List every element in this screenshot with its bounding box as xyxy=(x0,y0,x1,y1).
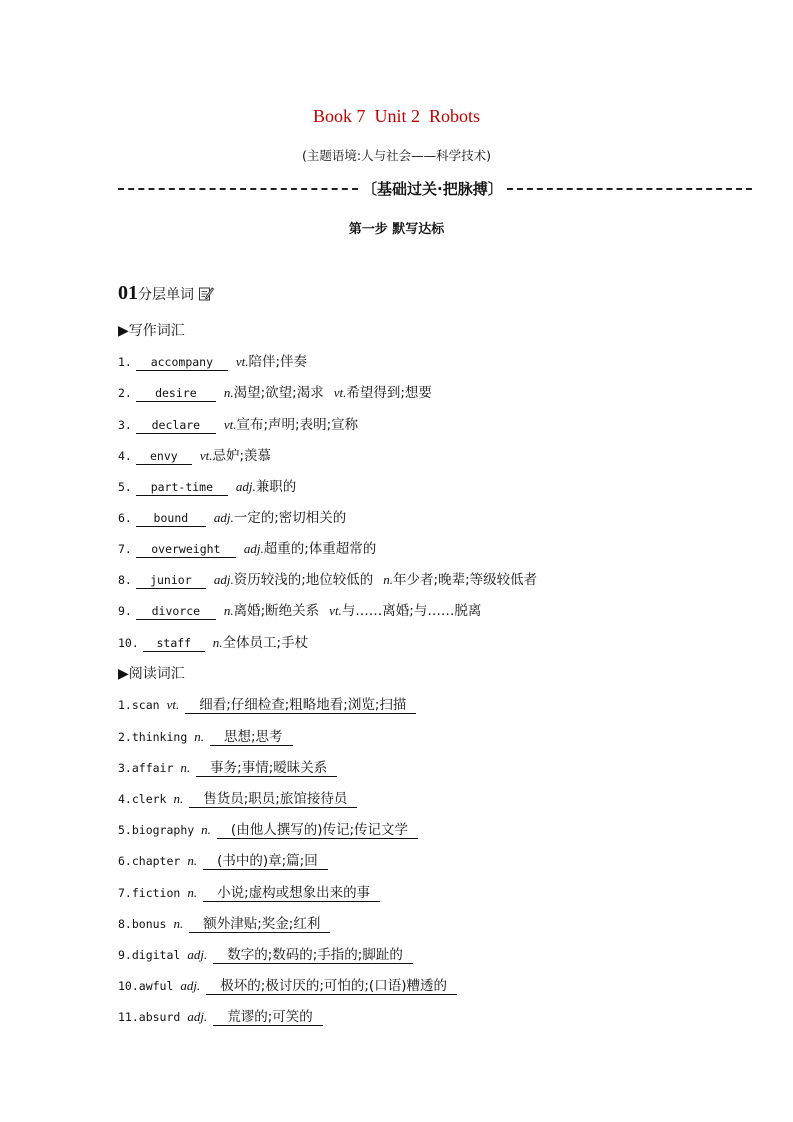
document-title: Book 7 Unit 2 Robots xyxy=(312,106,481,126)
part-of-speech: vt. xyxy=(235,354,249,369)
vocab-word: thinking xyxy=(131,730,188,744)
part-of-speech: vt. xyxy=(329,603,342,618)
vocab-row xyxy=(118,1006,323,1028)
part-of-speech: n. xyxy=(187,885,198,900)
item-number: 5. xyxy=(118,823,132,837)
section-number: 01 xyxy=(118,282,138,304)
vocab-row xyxy=(118,757,337,779)
step-heading: 第一步 默写达标 xyxy=(348,222,445,237)
part-of-speech: n. xyxy=(173,916,184,931)
part-of-speech: n. xyxy=(223,603,234,618)
part-of-speech: vt. xyxy=(166,697,180,712)
answer-blank xyxy=(189,916,330,933)
vocab-row xyxy=(118,694,416,716)
vocab-row xyxy=(118,569,537,591)
answer-blank xyxy=(136,354,228,371)
meaning-text: 资历较浅的;地位较低的 xyxy=(233,572,374,588)
section-label: 分层单词 xyxy=(138,287,194,303)
part-of-speech: adj. xyxy=(213,572,234,587)
answer-meaning: 数字的;数码的;手指的;脚趾的 xyxy=(227,947,403,963)
part-of-speech: n. xyxy=(383,572,394,587)
answer-word: accompany xyxy=(150,355,214,369)
meaning-text: 陪伴;伴奏 xyxy=(248,354,308,370)
vocab-row xyxy=(118,414,358,436)
item-number: 4. xyxy=(118,449,132,463)
answer-word: overweight xyxy=(151,542,221,556)
item-number: 5. xyxy=(118,480,132,494)
answer-blank xyxy=(210,729,293,746)
part-of-speech: n. xyxy=(201,822,211,837)
answer-blank xyxy=(203,853,328,870)
part-of-speech: n. xyxy=(180,760,191,775)
answer-meaning: 事务;事情;暧昧关系 xyxy=(210,760,328,776)
item-number: 3. xyxy=(118,418,132,432)
part-of-speech: n. xyxy=(212,635,223,650)
item-number: 9. xyxy=(118,604,132,618)
meaning-text: 兼职的 xyxy=(255,479,297,495)
answer-blank xyxy=(136,510,206,527)
item-number: 4. xyxy=(118,792,132,806)
writing-vocab-heading: ▶写作词汇 xyxy=(118,323,185,339)
answer-blank xyxy=(136,417,216,434)
meaning-text: 全体员工;手杖 xyxy=(222,635,309,651)
answer-meaning: 小说;虚构或想象出来的事 xyxy=(217,885,371,901)
meaning-text: 宣布;声明;表明;宣称 xyxy=(236,417,359,433)
meaning-text: 年少者;晚辈;等级较低者 xyxy=(393,572,538,588)
item-number: 7. xyxy=(118,542,132,556)
part-of-speech: adj. xyxy=(213,510,234,525)
part-of-speech: adj. xyxy=(187,1009,208,1024)
answer-word: declare xyxy=(151,418,201,432)
answer-word: bound xyxy=(153,511,189,525)
answer-blank xyxy=(213,947,413,964)
part-of-speech: adj. xyxy=(180,978,201,993)
item-number: 2. xyxy=(118,730,132,744)
part-of-speech: vt. xyxy=(199,448,213,463)
answer-meaning: 荒谬的;可笑的 xyxy=(227,1009,313,1025)
banner-label: 〔基础过关·把脉搏〕 xyxy=(362,180,503,198)
meaning-text: 与……离婚;与……脱离 xyxy=(341,603,482,619)
vocab-row xyxy=(118,538,376,560)
answer-blank xyxy=(136,448,192,465)
item-number: 6. xyxy=(118,854,132,868)
answer-blank xyxy=(136,479,228,496)
answer-blank xyxy=(217,822,418,839)
vocab-row xyxy=(118,382,432,404)
item-number: 7. xyxy=(118,886,132,900)
item-number: 1. xyxy=(118,355,132,369)
vocab-row xyxy=(118,850,328,872)
answer-blank xyxy=(203,885,380,902)
answer-word: desire xyxy=(155,386,197,400)
vocab-row xyxy=(118,913,330,935)
answer-blank xyxy=(136,603,216,620)
item-number: 2. xyxy=(118,386,132,400)
item-number: 1. xyxy=(118,698,132,712)
theme-subtitle: (主题语境:人与社会——科学技术) xyxy=(302,148,491,163)
meaning-text: 离婚;断绝关系 xyxy=(233,603,320,619)
answer-blank xyxy=(136,385,216,402)
banner-dash-right xyxy=(507,188,752,190)
vocab-word: awful xyxy=(138,979,174,993)
item-number: 8. xyxy=(118,917,132,931)
vocab-row xyxy=(118,351,307,373)
answer-word: envy xyxy=(150,449,178,463)
answer-word: part-time xyxy=(150,480,214,494)
answer-word: divorce xyxy=(151,604,201,618)
vocab-row xyxy=(118,445,271,467)
vocab-word: digital xyxy=(131,948,181,962)
section-heading xyxy=(118,282,214,308)
meaning-text: 超重的;体重超常的 xyxy=(263,541,377,557)
answer-meaning: 极坏的;极讨厌的;可怕的;(口语)糟透的 xyxy=(220,978,447,994)
item-number: 3. xyxy=(118,761,132,775)
vocab-row xyxy=(118,944,413,966)
item-number: 11. xyxy=(118,1010,139,1024)
answer-blank xyxy=(185,697,416,714)
reading-vocab-heading: ▶阅读词汇 xyxy=(118,666,185,682)
answer-blank xyxy=(189,791,357,808)
part-of-speech: adj. xyxy=(243,541,264,556)
vocab-word: affair xyxy=(131,761,174,775)
vocab-row xyxy=(118,507,346,529)
vocab-row xyxy=(118,476,296,498)
meaning-text: 一定的;密切相关的 xyxy=(233,510,347,526)
part-of-speech: n. xyxy=(223,385,234,400)
answer-blank xyxy=(206,978,457,995)
answer-blank xyxy=(213,1009,323,1026)
vocab-word: scan xyxy=(131,698,160,712)
vocab-row xyxy=(118,632,308,654)
answer-meaning: 额外津贴;奖金;红利 xyxy=(203,916,321,932)
item-number: 6. xyxy=(118,511,132,525)
answer-meaning: (书中的)章;篇;回 xyxy=(217,853,318,869)
item-number: 9. xyxy=(118,948,132,962)
part-of-speech: adj. xyxy=(235,479,256,494)
item-number: 10. xyxy=(118,636,139,650)
meaning-text: 渴望;欲望;渴求 xyxy=(233,385,324,401)
answer-meaning: 售货员;职员;旅馆接待员 xyxy=(203,791,348,807)
vocab-row xyxy=(118,975,457,997)
answer-meaning: 思想;思考 xyxy=(224,729,283,745)
meaning-text: 希望得到;想要 xyxy=(346,385,432,401)
vocab-word: bonus xyxy=(131,917,167,931)
answer-blank xyxy=(143,635,205,652)
item-number: 8. xyxy=(118,573,132,587)
answer-blank xyxy=(136,572,206,589)
vocab-row xyxy=(118,819,418,841)
answer-blank xyxy=(196,760,337,777)
banner-dash-left xyxy=(118,188,358,190)
vocab-row xyxy=(118,882,380,904)
vocab-word: chapter xyxy=(131,854,181,868)
vocab-row xyxy=(118,726,293,748)
part-of-speech: vt. xyxy=(223,417,237,432)
part-of-speech: vt. xyxy=(333,385,347,400)
section-banner xyxy=(118,178,793,202)
vocab-word: biography xyxy=(131,823,195,837)
answer-word: staff xyxy=(156,636,192,650)
answer-word: junior xyxy=(150,573,192,587)
item-number: 10. xyxy=(118,979,139,993)
part-of-speech: adj. xyxy=(187,947,208,962)
vocab-row xyxy=(118,788,357,810)
vocab-word: fiction xyxy=(131,886,181,900)
meaning-text: 忌妒;羡慕 xyxy=(212,448,272,464)
part-of-speech: n. xyxy=(173,791,184,806)
answer-meaning: 细看;仔细检查;粗略地看;浏览;扫描 xyxy=(199,697,407,713)
vocab-word: clerk xyxy=(131,792,167,806)
part-of-speech: n. xyxy=(194,729,204,744)
part-of-speech: n. xyxy=(187,853,198,868)
vocab-row xyxy=(118,600,481,622)
vocab-word: absurd xyxy=(138,1010,181,1024)
pencil-note-icon xyxy=(198,285,214,305)
answer-blank xyxy=(136,541,236,558)
answer-meaning: (由他人撰写的)传记;传记文学 xyxy=(230,822,409,838)
